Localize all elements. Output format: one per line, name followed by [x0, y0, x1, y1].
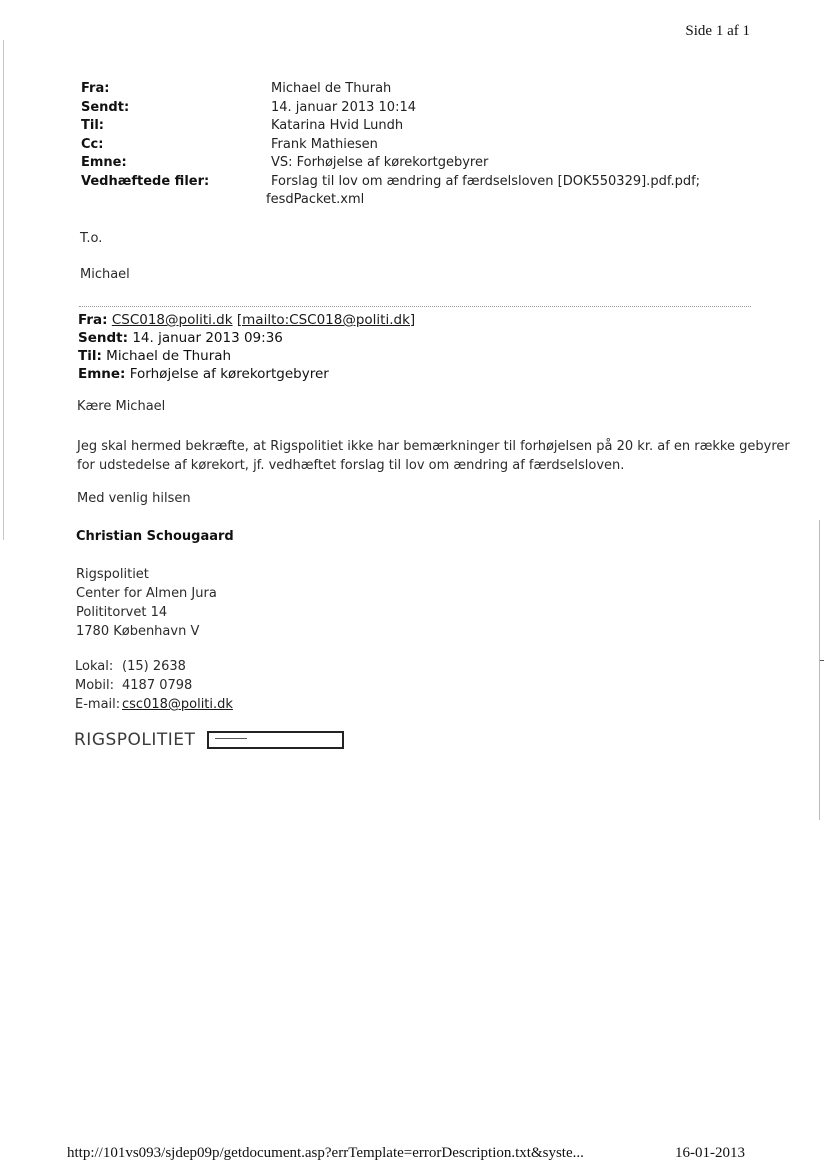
signature-name: Christian Schougaard	[76, 529, 234, 544]
forwarded-to-value: Michael de Thurah	[106, 348, 232, 364]
header-sent-row	[81, 99, 781, 118]
forwarded-from-row	[78, 311, 415, 329]
subject-value: VS: Forhøjelse af kørekortgebyrer	[271, 155, 489, 170]
forwarded-from-email-link[interactable]: CSC018@politi.dk	[111, 312, 233, 328]
message-body-line-1: Jeg skal hermed bekræfte, at Rigspolitiet ikke har bemærkninger til forhøjelsen på 20 kr. af en række gebyrer	[77, 439, 790, 454]
mobile-value: 4187 0798	[122, 678, 193, 693]
sent-value: 14. januar 2013 10:14	[271, 99, 416, 115]
contact-local-row	[75, 657, 233, 676]
forwarded-header	[78, 311, 415, 383]
message-body-line-2: for udstedelse af kørekort, jf. vedhæftet forslag til lov om ændring af færdselsloven.	[77, 458, 625, 473]
local-value: (15) 2638	[122, 659, 186, 674]
to-label: Til:	[81, 118, 104, 133]
scan-margin-left	[3, 40, 4, 540]
forwarded-subject-label: Emne:	[78, 366, 126, 382]
rigspolitiet-logo	[74, 730, 344, 750]
to-value: Katarina Hvid Lundh	[271, 118, 404, 133]
print-footer	[67, 1145, 745, 1162]
footer-url: http://101vs093/sjdep09p/getdocument.asp?errTemplate=errorDescription.txt&syste...	[67, 1145, 584, 1161]
forwarded-to-label: Til:	[78, 348, 102, 364]
forwarded-to-row	[78, 347, 415, 365]
address-city: 1780 København V	[76, 624, 200, 639]
contact-email-row	[75, 695, 233, 714]
forwarded-sent-label: Sendt:	[78, 330, 129, 346]
address-street: Polititorvet 14	[76, 605, 168, 620]
greeting: Kære Michael	[77, 399, 166, 414]
address-dept: Center for Almen Jura	[76, 586, 217, 601]
forwarded-subject-row	[78, 365, 415, 383]
subject-label: Emne:	[81, 155, 127, 170]
local-label: Lokal:	[75, 659, 114, 674]
intro-line: T.o.	[80, 231, 103, 246]
intro-name: Michael	[80, 267, 130, 282]
forwarded-sent-value: 14. januar 2013 09:36	[132, 330, 283, 346]
separator	[79, 306, 751, 307]
address-block	[76, 565, 217, 641]
address-org: Rigspolitiet	[76, 567, 149, 582]
attachments-label: Vedhæftede filer:	[81, 173, 210, 189]
attachments-value: Forslag til lov om ændring af færdselsloven [DOK550329].pdf.pdf;	[271, 173, 701, 189]
footer-date: 16-01-2013	[675, 1145, 745, 1161]
message-body	[77, 437, 790, 475]
email-header	[81, 80, 781, 209]
sent-label: Sendt:	[81, 99, 130, 115]
header-to-row	[81, 117, 781, 136]
header-cc-row	[81, 136, 781, 155]
email-label: E-mail:	[75, 697, 121, 712]
logo-text: RIGSPOLITIET	[74, 730, 196, 750]
header-attachments-row	[81, 173, 781, 192]
forwarded-sent-row	[78, 329, 415, 347]
contact-block	[75, 657, 233, 714]
forwarded-mailto-link[interactable]: [mailto:CSC018@politi.dk]	[236, 312, 416, 328]
closing: Med venlig hilsen	[77, 491, 191, 506]
email-link[interactable]: csc018@politi.dk	[122, 697, 233, 712]
cc-value: Frank Mathiesen	[271, 136, 378, 152]
page-number: Side 1 af 1	[685, 23, 750, 39]
header-subject-row	[81, 154, 781, 173]
contact-mobile-row	[75, 676, 233, 695]
scan-margin-right	[819, 520, 820, 820]
header-from-row	[81, 80, 781, 99]
attachments-value-continued: fesdPacket.xml	[266, 192, 365, 207]
logo-box-line	[215, 738, 247, 739]
forwarded-subject-value: Forhøjelse af kørekortgebyrer	[129, 366, 329, 382]
scan-margin-mark-right	[820, 660, 824, 661]
logo-box	[207, 731, 344, 749]
mobile-label: Mobil:	[75, 678, 115, 693]
from-label: Fra:	[81, 81, 110, 96]
cc-label: Cc:	[81, 136, 104, 152]
forwarded-from-label: Fra:	[78, 312, 108, 328]
from-value: Michael de Thurah	[271, 81, 392, 96]
